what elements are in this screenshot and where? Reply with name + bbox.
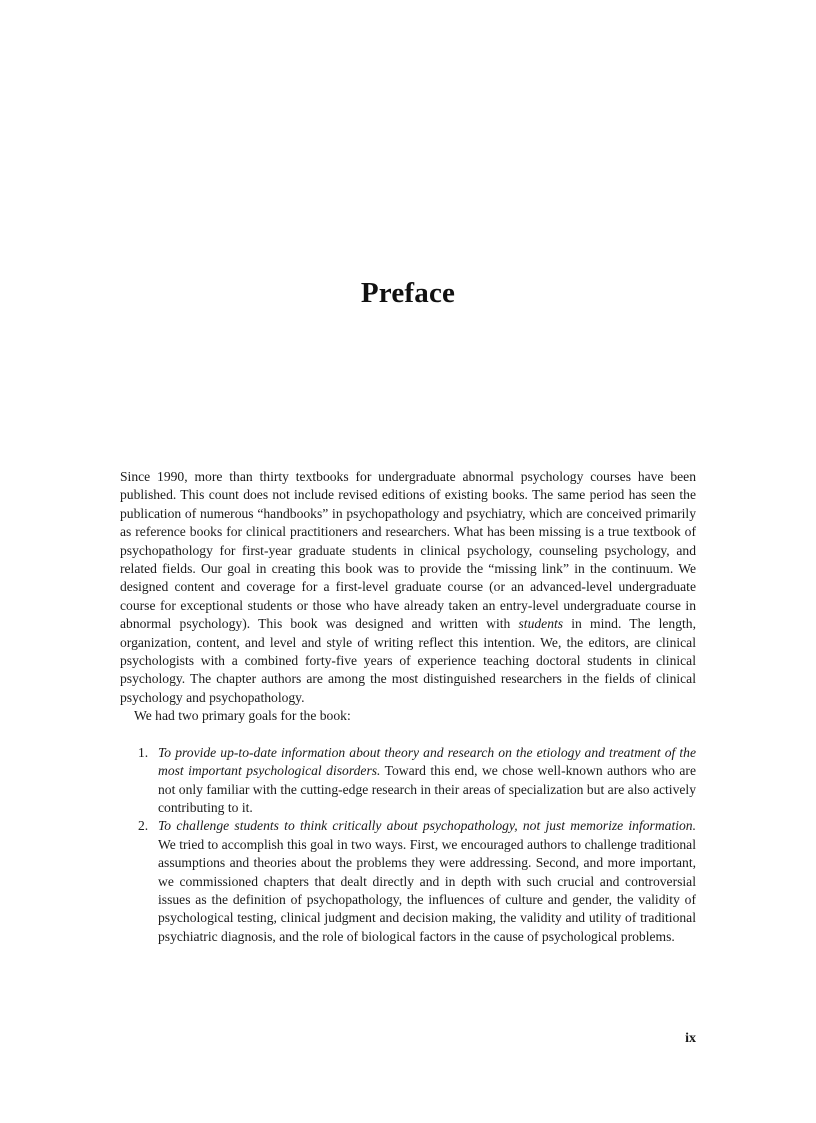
intro-paragraph (120, 468, 696, 707)
goals-list (120, 744, 696, 946)
list-item-lead: To provide up-to-date information about theory and research on the etiology and treatment of the most important psychological disorders. (158, 744, 696, 779)
page-title: Preface (360, 277, 456, 309)
list-item (120, 744, 696, 818)
page-number: ix (685, 1031, 696, 1046)
list-item-text: Toward this end, we chose well-known authors who are not only familiar with the cutting-edge research in their areas of specialization but are also actively contributing to it. (158, 763, 696, 815)
goals-intro-paragraph: We had two primary goals for the book: (134, 708, 351, 724)
list-item (120, 817, 696, 946)
emphasis-students: students (518, 616, 564, 632)
list-item-number: 2. (138, 818, 149, 834)
preface-body (120, 468, 696, 946)
intro-text-part-1: Since 1990, more than thirty textbooks for undergraduate abnormal psychology courses have been published. This count does not include revised editions of existing books. The same period has seen the publication of numerous “handbooks” in psychopathology and psychiatry, which are conceived primarily as reference books for clinical practitioners and researchers. What has been missing is a true textbook of psychopathology for first-year graduate students in clinical psychology, counseling psychology, and related fields. Our goal in creating this book was to provide the “missing link” in the continuum. We designed content and coverage for a first-level graduate course (or an advanced-level undergraduate course for exceptional students or those who have already taken an entry-level undergraduate course in abnormal psychology). This book was designed and written with (120, 469, 696, 632)
list-item-lead: To challenge students to think critically about psychopathology, not just memorize information. (158, 818, 696, 834)
list-item-number: 1. (138, 744, 149, 760)
intro-text-part-2: in mind. The length, organization, content, and level and style of writing reflect this intention. We, the editors, are clinical psychologists with a combined forty-five years of experience teaching doctoral students in clinical psychology. The chapter authors are among the most distinguished researchers in the fields of clinical psychology and psychopathology. (120, 616, 696, 705)
list-item-text: We tried to accomplish this goal in two ways. First, we encouraged authors to challenge traditional assumptions and theories about the problems they were addressing. Second, and more important, we commissioned chapters that dealt directly and in depth with such crucial and controversial issues as the definition of psychopathology, the influences of culture and gender, the validity of psychological testing, clinical judgment and decision making, the validity and utility of traditional psychiatric diagnosis, and the role of biological factors in the cause of psychological problems. (158, 836, 696, 944)
